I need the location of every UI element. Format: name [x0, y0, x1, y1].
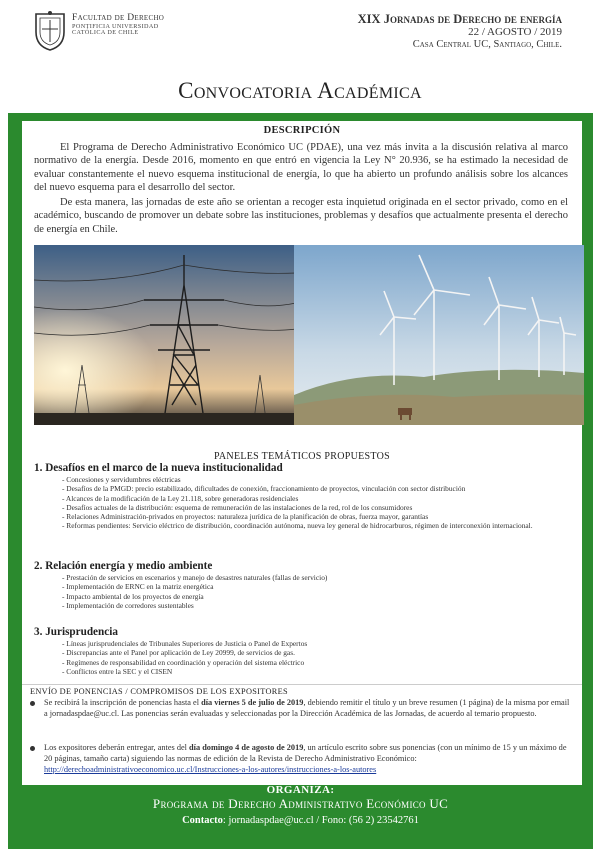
bullet-1-pre: Se recibirá la inscripción de ponencias hasta el	[44, 698, 202, 707]
wind-turbines-photo	[294, 245, 584, 425]
list-item: - Impacto ambiental de los proyectos de energía	[62, 591, 204, 601]
organizer-heading: ORGANIZA:	[266, 784, 335, 796]
event-title: XIX Jornadas de Derecho de energía	[357, 12, 562, 26]
event-block	[358, 12, 562, 51]
power-tower-photo	[34, 245, 296, 425]
list-item: - Prestación de servicios en escenarios y manejo de desastres naturales (fallas de servicio)	[62, 573, 328, 582]
submission-bullet-1	[30, 697, 572, 719]
list-item: - Regímenes de responsabilidad en coordinación y operación del sistema eléctrico	[62, 657, 305, 667]
organizer-program: Programa de Derecho Administrativo Económico UC	[152, 796, 449, 811]
faculty-block	[72, 14, 164, 37]
contact-text: : jornadaspdae@uc.cl / Fono: (56 2) 23542761	[222, 815, 419, 826]
page-title: Convocatoria Académica	[178, 78, 422, 103]
bullet-2-pre: Los expositores deberán entregar, antes del	[44, 743, 190, 752]
list-item: - Desafíos actuales de la distribución: esquema de remuneración de las instalaciones de la red, rol de los consumidores	[62, 502, 413, 512]
description-paragraph-2: De esta manera, las jornadas de este año se orientan a recoger esta inquietud originada en el sector privado, como en el académico, buscando de promover un debate sobre las instituciones, problemas y desafíos que actualmente presenta el derecho de energía en Chile.	[34, 197, 568, 235]
bullet-2-post: , un artículo escrito sobre sus ponencias (con un mínimo de 15 y un máximo de 20 páginas, tamaño carta) siguiendo las normas de edición de la Revista de Derecho Administrativo Económico:	[44, 743, 567, 763]
panel-section-3-title: 3. Jurisprudencia	[34, 626, 118, 638]
author-instructions-link[interactable]: http://derechoadministrativoeconomico.uc.cl/Instrucciones-a-los-autores/instrucciones-a-los-autores	[44, 765, 377, 774]
organizer-block	[8, 784, 593, 826]
list-item: - Discrepancias ante el Panel por aplicación de Ley 20999, de servicios de gas.	[62, 648, 295, 658]
bullet-1-deadline: día viernes 5 de julio de 2019	[201, 698, 304, 707]
list-item: - Implementación de ERNC en la matriz energética	[62, 582, 214, 592]
panel-section-3	[34, 626, 574, 676]
description-paragraph-1: El Programa de Derecho Administrativo Económico UC (PDAE), una vez más invita a la discusión relativa al marco normativo de la energía. Desde 2016, momento en que entró en vigencia la Ley N° 20.936, se ha estimado la necesidad de evaluar constantemente el nuevo esquema institucional de energía, lo que ha abierto un profundo análisis sobre los alcances del nuevo esquema para el desarrollo del sector.	[34, 142, 568, 194]
list-item: - Reformas pendientes: Servicio eléctrico de distribución, coordinación autónoma, nueva ley general de hidrocarburos, régimen de interconexión internacional.	[62, 521, 533, 531]
panel-section-2	[34, 560, 574, 610]
panels-heading: PANELES TEMÁTICOS PROPUESTOS	[213, 451, 391, 462]
bullet-1-post: , debiendo remitir el título y un breve resumen (1 página) de la misma por email a jornadaspdae@uc.cl. Las ponencias serán evaluadas y seleccionadas por la Dirección Académica de las Jornadas, de acuerdo al temario propuesto.	[44, 698, 570, 718]
panel-section-1	[34, 462, 574, 531]
list-item: - Desafíos de la PMGD: precio estabilizado, dificultades de conexión, fraccionamiento de proyectos, vinculación con sector distribución	[62, 484, 466, 494]
submission-heading: ENVÍO DE PONENCIAS / COMPROMISOS DE LOS EXPOSITORES	[30, 687, 288, 696]
university-line1: PONTIFICIA UNIVERSIDAD	[72, 22, 159, 30]
list-item: - Implementación de corredores sustentables	[62, 600, 194, 610]
organizer-contact	[8, 815, 593, 826]
contact-label: Contacto	[182, 815, 223, 826]
list-item: - Relaciones Administración-privados en proyectos: naturaleza jurídica de la planificación de obras, fuerza mayor, garantías	[62, 512, 429, 522]
faculty-name: Facultad de Derecho	[72, 13, 165, 23]
panel-section-1-list	[62, 475, 574, 531]
panel-section-2-list	[62, 573, 574, 610]
bullet-2-deadline: día domingo 4 de agosto de 2019	[189, 743, 304, 752]
list-item: - Conflictos entre la SEC y el CISEN	[62, 666, 173, 676]
bullet-icon	[30, 746, 35, 751]
list-item: - Líneas jurisprudenciales de Tribunales Superiores de Justicia o Panel de Expertos	[62, 639, 308, 648]
bullet-icon	[30, 701, 35, 706]
event-date: 22 / AGOSTO / 2019	[468, 26, 562, 39]
submission-section	[22, 684, 582, 696]
panel-section-2-title: 2. Relación energía y medio ambiente	[34, 560, 213, 572]
university-seal-icon	[32, 10, 68, 52]
panel-section-3-list	[62, 639, 574, 676]
submission-bullet-2	[30, 742, 572, 775]
list-item: - Alcances de la modificación de la Ley 21.118, sobre generadoras residenciales	[62, 493, 299, 503]
header	[0, 0, 600, 70]
event-place: Casa Central UC, Santiago, Chile.	[412, 39, 562, 51]
university-line2: CATÓLICA DE CHILE	[72, 29, 139, 37]
panel-section-1-title: 1. Desafíos en el marco de la nueva institucionalidad	[34, 462, 283, 474]
list-item: - Concesiones y servidumbres eléctricas	[62, 475, 181, 484]
description-heading: DESCRIPCIÓN	[263, 125, 341, 136]
